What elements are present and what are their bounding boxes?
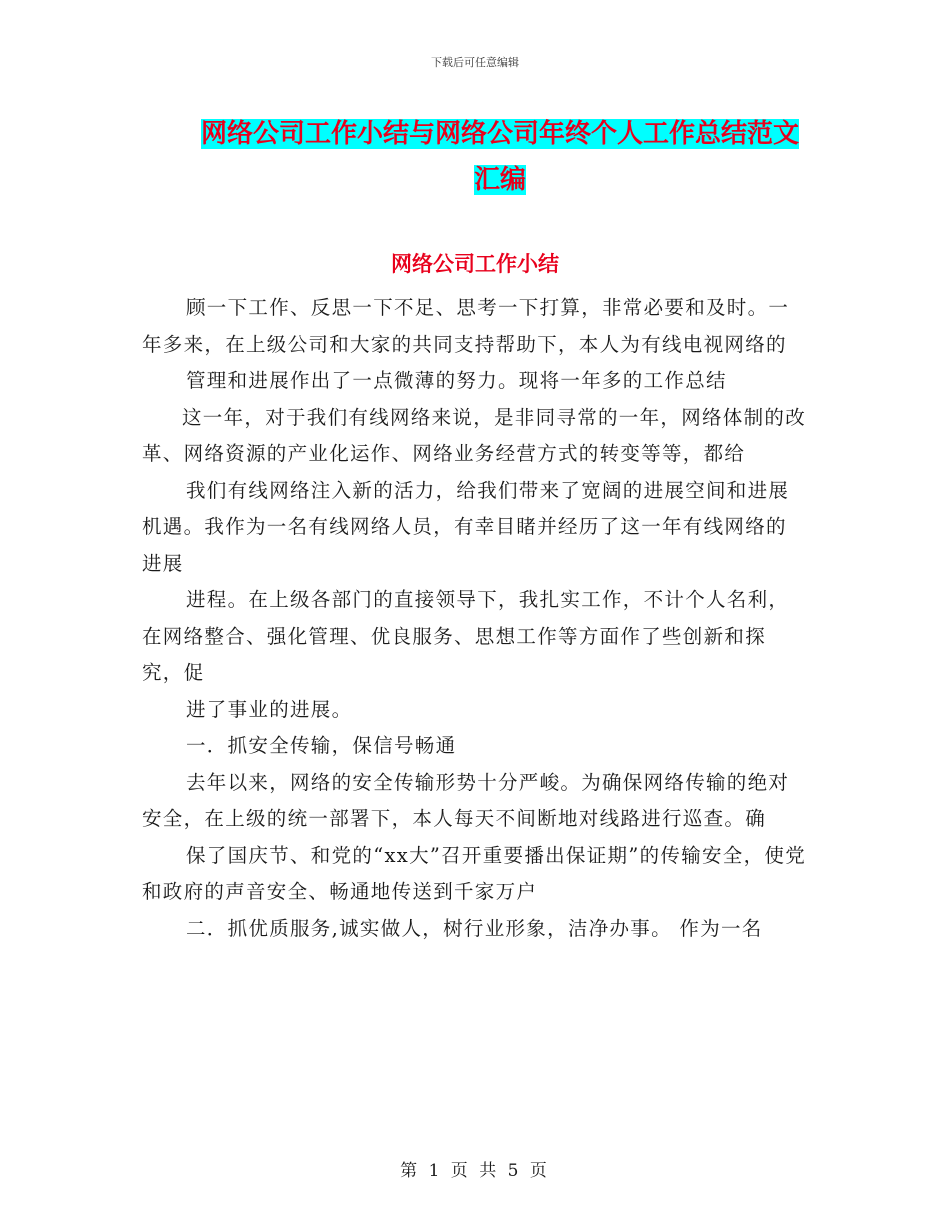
document-body bbox=[142, 290, 807, 947]
page-number-footer: 第 1 页 共 5 页 bbox=[400, 1161, 550, 1181]
paragraph: 二．抓优质服务,诚实做人，树行业形象，洁净办事。 作为一名 bbox=[186, 916, 763, 940]
paragraph: 我们有线网络注入新的活力，给我们带来了宽阔的进展空间和进展机遇。我作为一名有线网络人员，有幸目睹并经历了这一年有线网络的进展 bbox=[142, 478, 790, 575]
header-note: 下载后可任意编辑 bbox=[431, 56, 519, 69]
paragraph: 进了事业的进展。 bbox=[186, 697, 353, 721]
paragraph: 管理和进展作出了一点微薄的努力。现将一年多的工作总结 bbox=[186, 369, 727, 392]
paragraph: 进程。在上级各部门的直接领导下，我扎实工作，不计个人名利，在网络整合、强化管理、优良服务、思想工作等方面作了些创新和探究，促 bbox=[142, 588, 790, 684]
paragraph: 这一年，对于我们有线网络来说，是非同寻常的一年，网络体制的改革、网络资源的产业化运作、网络业务经营方式的转变等等，都给 bbox=[142, 405, 807, 465]
paragraph: 一．抓安全传输，保信号畅通 bbox=[186, 734, 457, 757]
section-title: 网络公司工作小结 bbox=[391, 252, 559, 276]
paragraph: 保了国庆节、和党的“xx大”召开重要播出保证期”的传输安全，使党和政府的声音安全、畅通地传送到千家万户 bbox=[142, 843, 807, 903]
paragraph: 去年以来，网络的安全传输形势十分严峻。为确保网络传输的绝对安全，在上级的统一部署下，本人每天不间断地对线路进行巡查。确 bbox=[142, 770, 790, 830]
title-line-1: 网络公司工作小结与网络公司年终个人工作总结范文 bbox=[200, 119, 799, 149]
title-line-2: 汇编 bbox=[473, 165, 526, 195]
paragraph: 顾一下工作、反思一下不足、思考一下打算，非常必要和及时。一年多来，在上级公司和大家的共同支持帮助下，本人为有线电视网络的 bbox=[142, 296, 790, 356]
document-title bbox=[140, 111, 860, 203]
